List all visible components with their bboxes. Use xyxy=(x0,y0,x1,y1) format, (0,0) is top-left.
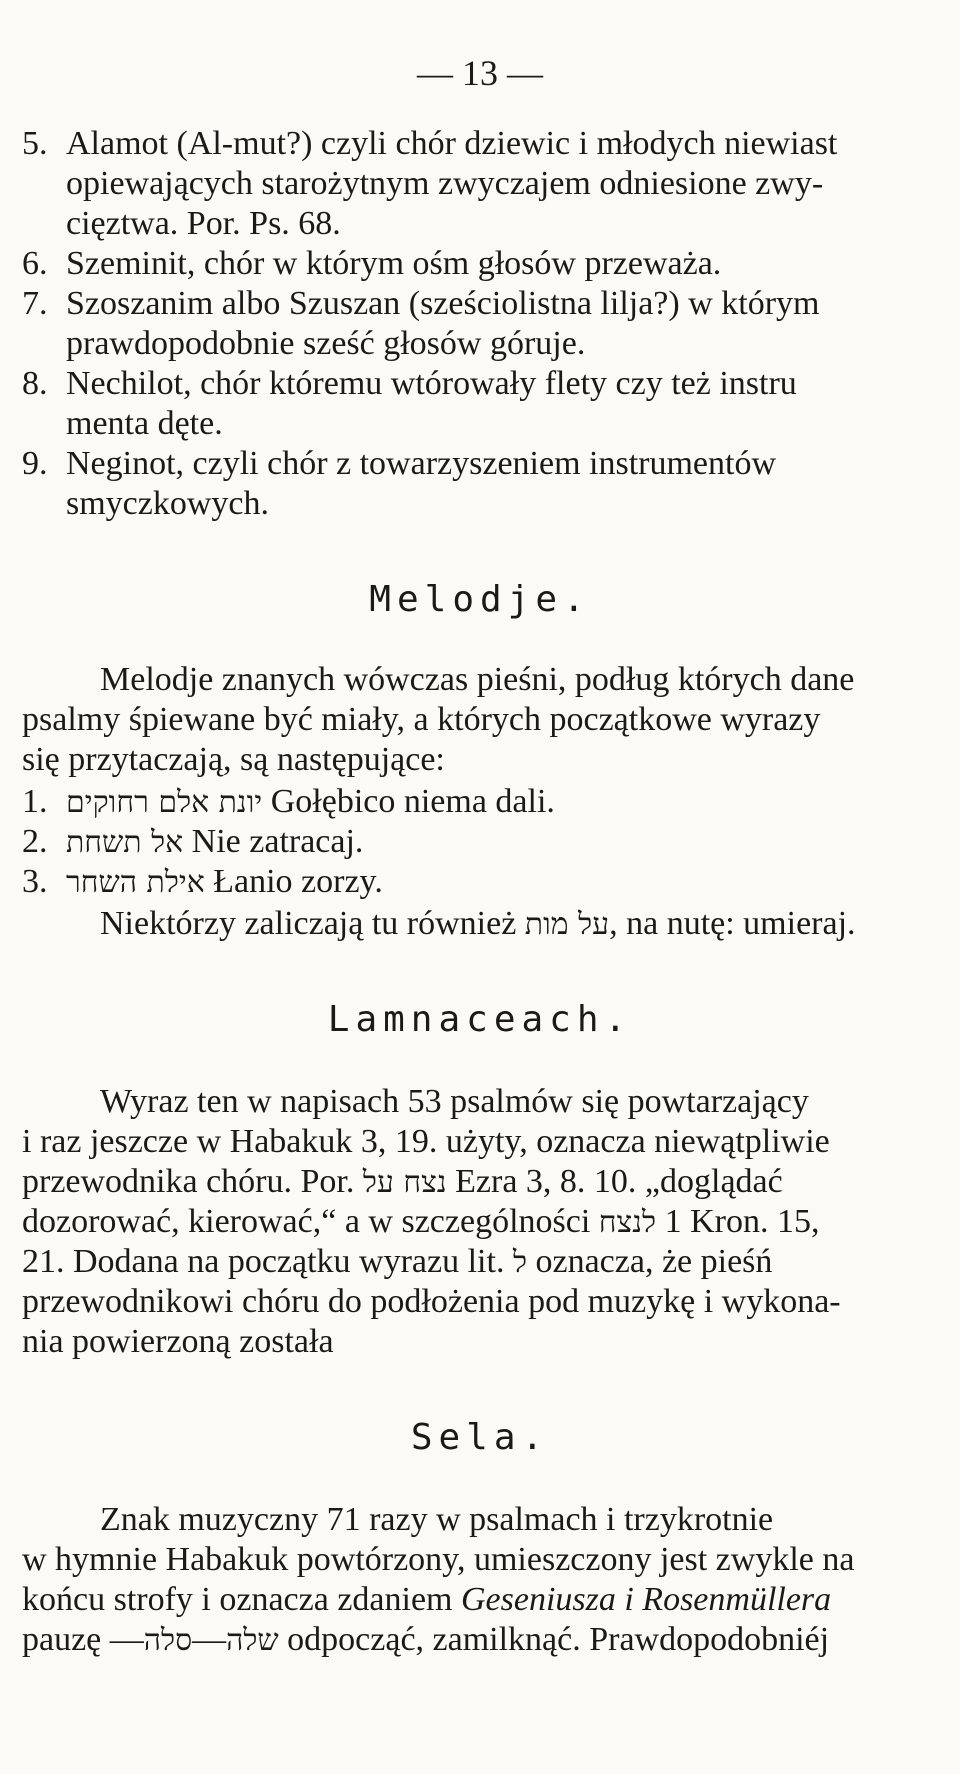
melody-item xyxy=(22,862,383,903)
section-heading-melodje: Melodje. xyxy=(369,579,591,620)
melody-translation: Łanio zorzy. xyxy=(213,863,383,900)
list-item xyxy=(22,284,819,324)
paragraph-text: dozorować, kierować,“ a w szczególności xyxy=(22,1203,591,1240)
paragraph-line: Wyraz ten w napisach 53 psalmów się powtarzający xyxy=(100,1083,809,1120)
list-text: Neginot, czyli chór z towarzyszeniem instrumentów xyxy=(66,445,776,482)
list-number: 6. xyxy=(22,245,48,282)
paragraph-line xyxy=(22,1242,772,1283)
hebrew-text: אל תשחת xyxy=(66,825,184,860)
hebrew-text: יונת אלם רחוקים xyxy=(66,785,263,820)
hebrew-text: שלה xyxy=(226,1623,279,1658)
hebrew-text: סלה xyxy=(143,1623,193,1658)
section-heading-sela: Sela. xyxy=(410,1417,550,1458)
paragraph-line: i raz jeszcze w Habakuk 3, 19. użyty, oznacza niewątpliwie xyxy=(22,1123,830,1160)
list-text: prawdopodobnie sześć głosów góruje. xyxy=(66,325,586,362)
paragraph-line: się przytaczają, są następujące: xyxy=(22,741,445,778)
paragraph-line: nia powierzoną została xyxy=(22,1323,334,1360)
hebrew-text: על מות xyxy=(524,907,610,942)
hebrew-text: אילת השחר xyxy=(66,865,205,900)
paragraph-text: 1 Kron. 15, xyxy=(664,1203,820,1240)
paragraph-text: przewodnika chóru. Por. xyxy=(22,1163,355,1200)
paragraph-text: oznacza, że pieśń xyxy=(535,1243,773,1280)
paragraph-text: 21. Dodana na początku wyrazu lit. xyxy=(22,1243,505,1280)
paragraph-text: pauzę — xyxy=(22,1621,144,1658)
paragraph-line xyxy=(22,1202,819,1243)
hebrew-text: ל xyxy=(512,1245,527,1280)
paragraph-text: Ezra 3, 8. 10. „doglądać xyxy=(455,1163,783,1200)
paragraph-line xyxy=(22,1580,831,1620)
paragraph-line: Melodje znanych wówczas pieśni, podług których dane xyxy=(100,661,855,698)
melody-translation: Nie zatracaj. xyxy=(191,823,364,860)
melody-item xyxy=(22,822,363,863)
list-text: cięztwa. Por. Ps. 68. xyxy=(66,205,341,242)
list-item xyxy=(22,364,797,404)
list-item xyxy=(22,124,837,164)
list-text: Szeminit, chór w którym ośm głosów przeważa. xyxy=(66,245,722,282)
paragraph-line xyxy=(22,1620,829,1661)
hebrew-text: נצח על xyxy=(362,1165,447,1200)
list-text: Nechilot, chór któremu wtórowały flety czy też instru xyxy=(66,365,797,402)
list-number: 3. xyxy=(22,863,48,900)
list-text: Alamot (Al-mut?) czyli chór dziewic i młodych niewiast xyxy=(66,125,838,162)
note-text: Niektórzy zaliczają tu również xyxy=(100,905,517,942)
list-number: 2. xyxy=(22,823,48,860)
list-number: 9. xyxy=(22,445,48,482)
list-text: opiewających starożytnym zwyczajem odniesione zwy- xyxy=(66,165,824,202)
page-number: — 13 — xyxy=(417,53,543,93)
paragraph-line: psalmy śpiewane być miały, a których początkowe wyrazy xyxy=(22,701,821,738)
hebrew-text: לנצח xyxy=(598,1205,657,1240)
paragraph-line xyxy=(22,1162,783,1203)
list-number: 1. xyxy=(22,783,48,820)
list-number: 5. xyxy=(22,125,48,162)
list-text: smyczkowych. xyxy=(66,485,270,522)
paragraph-line: przewodnikowi chóru do podłożenia pod muzykę i wykona- xyxy=(22,1283,841,1320)
paragraph-line: Znak muzyczny 71 razy w psalmach i trzykrotnie xyxy=(100,1501,774,1538)
paragraph-text: — xyxy=(192,1621,227,1658)
section-heading-lamnaceach: Lamnaceach. xyxy=(327,999,633,1040)
note-text: , na nutę: umieraj. xyxy=(609,905,856,942)
paragraph-line xyxy=(100,904,856,945)
paragraph-line: w hymnie Habakuk powtórzony, umieszczony jest zwykle na xyxy=(22,1541,855,1578)
melody-item xyxy=(22,782,555,823)
paragraph-text: odpocząć, zamilknąć. Prawdopodobniéj xyxy=(287,1621,830,1658)
melody-translation: Gołębico niema dali. xyxy=(270,783,555,820)
italic-authors: Geseniusza i Rosenmüllera xyxy=(460,1581,832,1618)
list-text: menta dęte. xyxy=(66,405,223,442)
paragraph-text: końcu strofy i oznacza zdaniem xyxy=(22,1581,453,1618)
list-item xyxy=(22,244,721,284)
list-text: Szoszanim albo Szuszan (sześciolistna lilja?) w którym xyxy=(66,285,820,322)
list-item xyxy=(22,444,776,484)
list-number: 8. xyxy=(22,365,48,402)
list-number: 7. xyxy=(22,285,48,322)
